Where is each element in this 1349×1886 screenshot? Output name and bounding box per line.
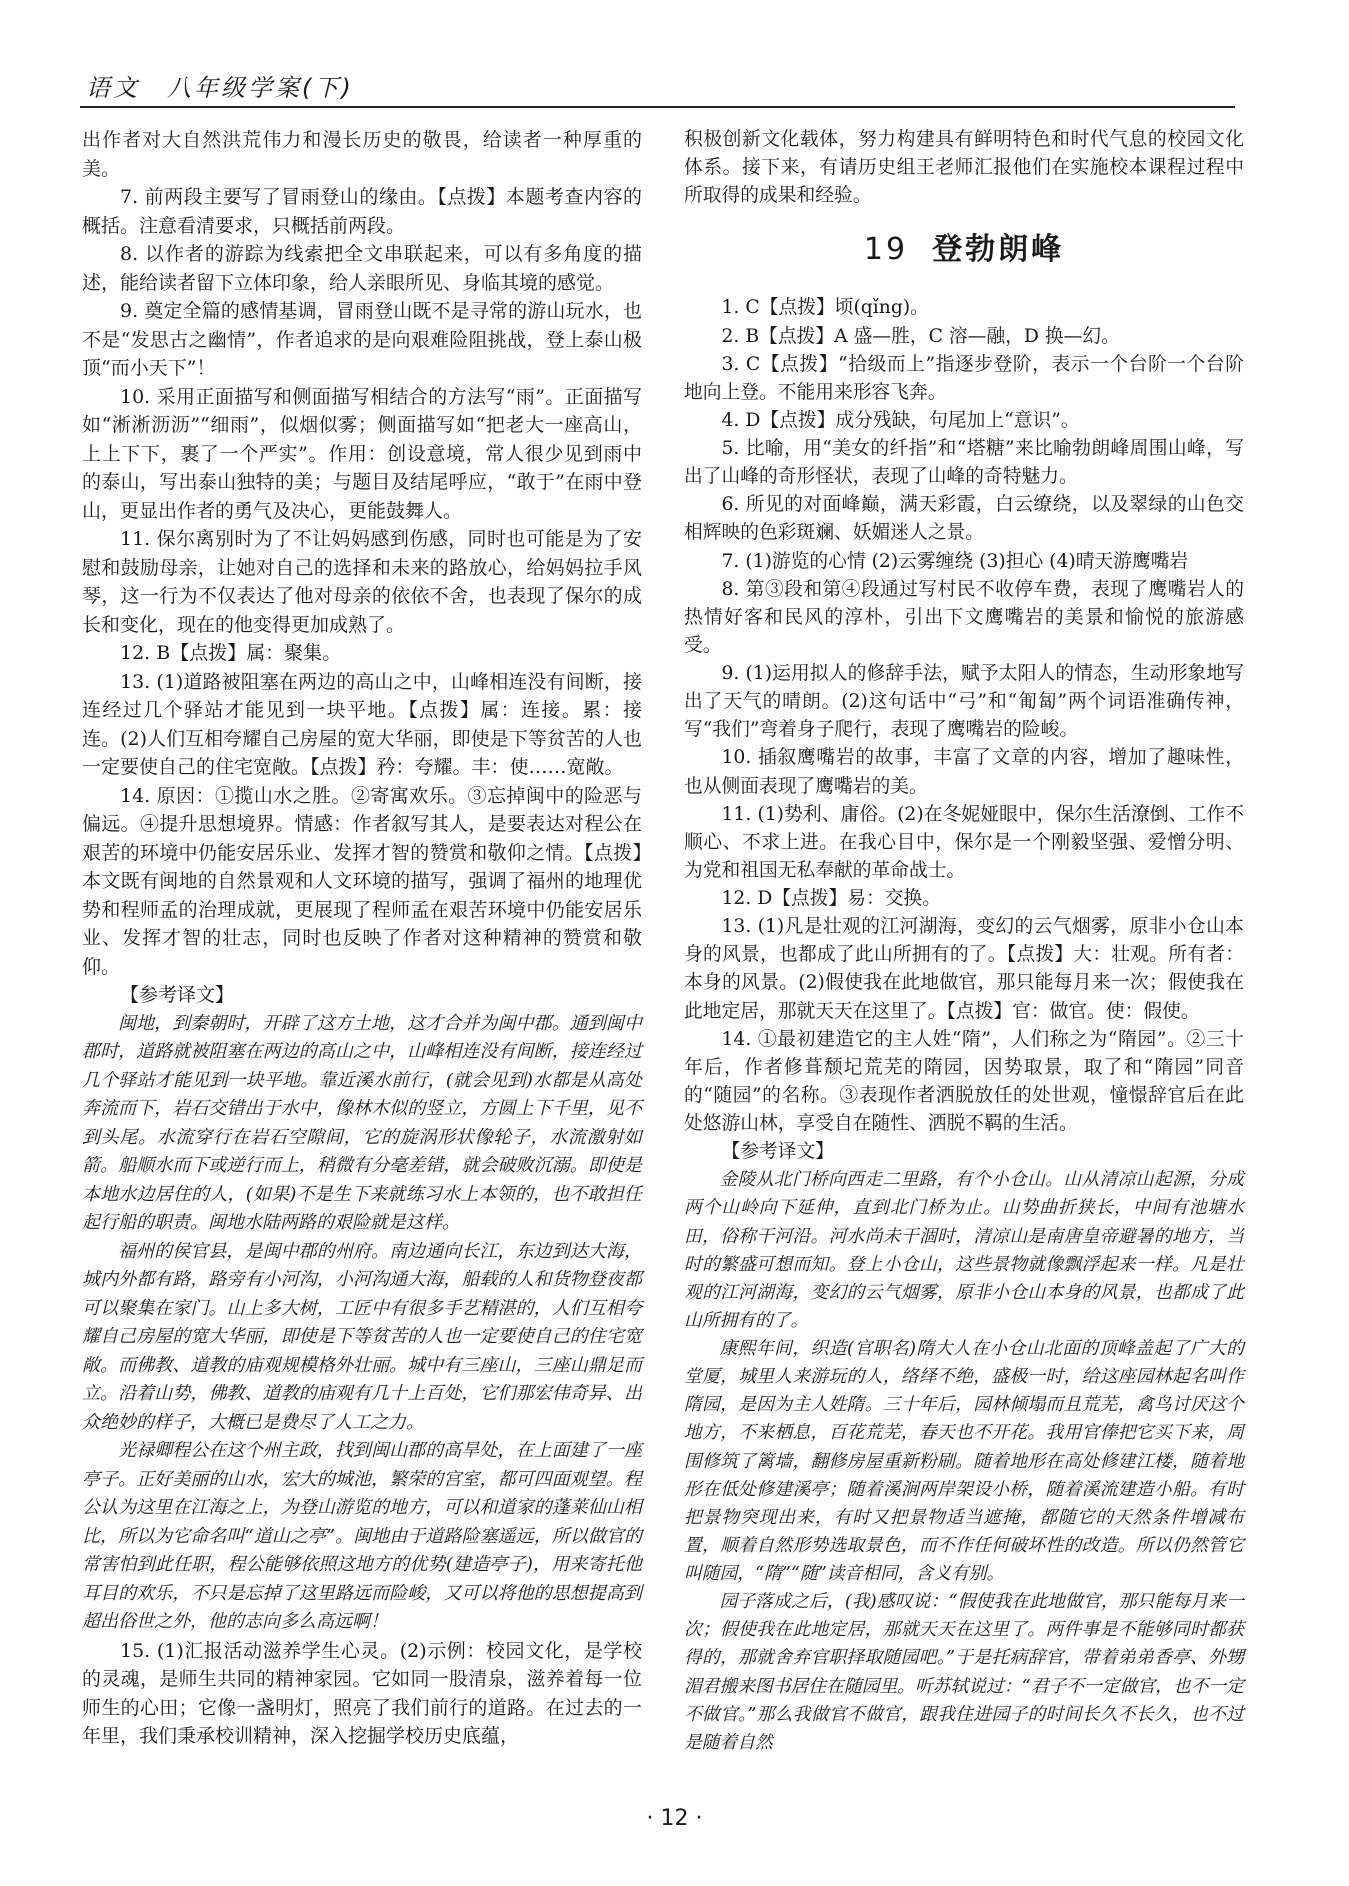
translation-paragraph: 康熙年间，织造(官职名)隋大人在小仓山北面的顶峰盖起了广大的堂厦，城里人来游玩的人，络绎不绝，盛极一时，给这座园林起名叫作隋园，是因为主人姓隋。三十年后，园林倾塌而且荒芜，禽鸟讨厌这个地方，不来栖息，百花荒芜，春天也不开花。我用官俸把它买下来，周围修筑了篱墙，翻修房屋重新粉刷。随着地形在高处修建江楼，随着地形在低处修建溪亭；随着溪涧两岸架设小桥，随着溪流建造小船。有时把景物突现出来，有时又把景物适当遮掩，都随它的天然条件增减布置，顺着自然形势选取景色，而不作任何破坏性的改造。所以仍然管它叫随园，“隋”“随”读音相同，含义有别。 [684, 1339, 1244, 1584]
answer-paragraph: 14. ①最初建造它的主人姓“隋”，人们称之为“隋园”。②三十年后，作者修葺颓圮荒芜的隋园，因势取景，取了和“隋园”同音的“随园”的名称。③表现作者洒脱放任的处世观，憧憬辞官后在此处悠游山林，享受自在随性、洒脱不羁的生活。 [684, 1028, 1244, 1134]
answer-paragraph: 6. 所见的对面峰巅，满天彩霞，白云缭绕，以及翠绿的山色交相辉映的色彩斑斓、妖媚迷人之景。 [684, 494, 1244, 544]
right-column [684, 126, 1244, 1757]
page-number: · 12 · [646, 1806, 703, 1831]
header-title: 语文 八年级学案(下) [86, 74, 354, 102]
answer-paragraph: 5. 比喻，用“美女的纤指”和“塔糖”来比喻勃朗峰周围山峰，写出了山峰的奇形怪状，表现了山峰的奇特魅力。 [684, 438, 1244, 488]
answer-paragraph: 【参考译文】 [721, 1141, 834, 1163]
answer-paragraph: 2. B【点拨】A 盛—胜，C 溶—融，D 换—幻。 [721, 325, 1120, 347]
page-header [80, 66, 1235, 108]
lesson-number: 19 [863, 232, 909, 268]
translation-paragraph: 福州的侯官县，是闽中郡的州府。南边通向长江，东边到达大海，城内外都有路，路旁有小河沟，小河沟通大海，船载的人和货物登夜都可以聚集在家门。山上多大树，工匠中有很多手艺精湛的，人们互相夸耀自己房屋的宽大华丽，即使是下等贫苦的人也一定要使自己的住宅宽敞。而佛教、道教的庙观规模格外壮丽。城中有三座山，三座山鼎足而立。沿着山势，佛教、道教的庙观有几十上百处，它们那宏伟奇异、出众绝妙的样子，大概已是费尽了人工之力。 [82, 1240, 642, 1433]
answer-paragraph: 【参考译文】 [120, 984, 235, 1006]
answer-paragraph: 13. (1)道路被阻塞在两边的高山之中，山峰相连没有间断，接连经过几个驿站才能见到一块平地。【点拨】属：连接。累：接连。(2)人们互相夸耀自己房屋的宽大华丽，即使是下等贫苦的人也一定要使自己的住宅宽敞。【点拨】矜：夸耀。丰：使……宽敞。 [82, 670, 642, 778]
answer-paragraph: 积极创新文化载体，努力构建具有鲜明特色和时代气息的校园文化体系。接下来，有请历史组王老师汇报他们在实施校本课程过程中所取得的成果和经验。 [684, 129, 1244, 207]
answer-paragraph: 9. 奠定全篇的感情基调，冒雨登山既不是寻常的游山玩水，也不是“发思古之幽情”，作者追求的是向艰难险阻挑战，登上泰山极顶“而小天下”！ [82, 300, 642, 379]
answer-paragraph: 10. 插叙鹰嘴岩的故事，丰富了文章的内容，增加了趣味性，也从侧面表现了鹰嘴岩的美。 [684, 747, 1244, 797]
answer-paragraph: 4. D【点拨】成分残缺，句尾加上“意识”。 [721, 409, 1080, 431]
answer-paragraph: 12. D【点拨】易：交换。 [721, 888, 942, 909]
answer-paragraph: 11. (1)势利、庸俗。(2)在冬妮娅眼中，保尔生活潦倒、工作不顺心、不求上进。在我心目中，保尔是一个刚毅坚强、爱憎分明、为党和祖国无私奉献的革命战士。 [684, 803, 1244, 881]
left-column [82, 126, 642, 1751]
translation-paragraph: 闽地，到秦朝时，开辟了这方土地，这才合并为闽中郡。通到闽中郡时，道路就被阻塞在两边的高山之中，山峰相连没有间断，接连经过几个驿站才能见到一块平地。靠近溪水前行，(就会见到)水都是从高处奔流而下，岩石交错出于水中，像林木似的竖立，方圆上下千里，见不到头尾。水流穿行在岩石空隙间，它的旋涡形状像轮子，水流激射如箭。船顺水而下或逆行而上，稍微有分毫差错，就会破败沉溺。即使是本地水边居住的人，(如果)不是生下来就练习水上本领的，也不敢担任起行船的职责。闽地水陆两路的艰险就是这样。 [82, 1012, 642, 1233]
answer-paragraph: 出作者对大自然洪荒伟力和漫长历史的敬畏，给读者一种厚重的美。 [82, 129, 642, 180]
answer-paragraph: 10. 采用正面描写和侧面描写相结合的方法写“雨”。正面描写如“淅淅沥沥”“细雨”，似烟似雾；侧面描写如“把老大一座高山，上上下下，裹了一个严实”。作用：创设意境，常人很少见到雨中的泰山，写出泰山独特的美；与题目及结尾呼应，“敢于”在雨中登山，更显出作者的勇气及决心，更能鼓舞人。 [82, 385, 642, 522]
lesson-title: 登勃朗峰 [932, 232, 1065, 268]
answer-paragraph: 7. 前两段主要写了冒雨登山的缘由。【点拨】本题考查内容的概括。注意看清要求，只概括前两段。 [82, 186, 642, 237]
answer-paragraph: 8. 以作者的游踪为线索把全文串联起来，可以有多角度的描述，能给读者留下立体印象，给人亲眼所见、身临其境的感觉。 [82, 243, 642, 294]
answer-paragraph: 11. 保尔离别时为了不让妈妈感到伤感，同时也可能是为了安慰和鼓励母亲，让她对自己的选择和未来的路放心，给妈妈拉手风琴，这一行为不仅表达了他对母亲的依依不舍，也表现了保尔的成长和变化，现在的他变得更加成熟了。 [82, 528, 642, 636]
answer-paragraph: 9. (1)运用拟人的修辞手法，赋予太阳人的情态，生动形象地写出了天气的晴朗。(2)这句话中“弓”和“匍匐”两个词语准确传神，写“我们”弯着身子爬行，表现了鹰嘴岩的险峻。 [684, 663, 1244, 741]
right-column-top [684, 126, 1244, 210]
lesson-heading [684, 230, 1244, 270]
answer-paragraph: 7. (1)游览的心情 (2)云雾缠绕 (3)担心 (4)晴天游鹰嘴岩 [721, 550, 1189, 572]
answer-paragraph: 1. C【点拨】顷(qǐng)。 [721, 297, 929, 319]
answer-paragraph: 8. 第③段和第④段通过写村民不收停车费，表现了鹰嘴岩人的热情好客和民风的淳朴，引出下文鹰嘴岩的美景和愉悦的旅游感受。 [684, 578, 1244, 656]
answer-paragraph: 13. (1)凡是壮观的江河湖海，变幻的云气烟雾，原非小仓山本身的风景，也都成了此山所拥有的了。【点拨】大：壮观。所有者：本身的风景。(2)假使我在此地做官，那只能每月来一次；假使我在此地定居，那就天天在这里了。【点拨】官：做官。使：假使。 [684, 916, 1244, 1022]
answer-paragraph: 3. C【点拨】“拾级而上”指逐步登阶，表示一个台阶一个台阶地向上登。不能用来形容飞奔。 [684, 353, 1244, 403]
answer-paragraph: 12. B【点拨】属：聚集。 [120, 642, 342, 664]
answer-paragraph: 14. 原因：①揽山水之胜。②寄寓欢乐。③忘掉闽中的险恶与偏远。④提升思想境界。情感：作者叙写其人，是要表达对程公在艰苦的环境中仍能安居乐业、发挥才智的赞赏和敬仰之情。【点拨】本文既有闽地的自然景观和人文环境的描写，强调了福州的地理优势和程师孟的治理成就，更展现了程师孟在艰苦环境中仍能安居乐业、发挥才智的壮志，同时也反映了作者对这种精神的赞赏和敬仰。 [82, 784, 642, 978]
translation-paragraph: 光禄卿程公在这个州主政，找到闽山郡的高旱处，在上面建了一座亭子。正好美丽的山水，宏大的城池，繁荣的宫室，都可四面观望。程公认为这里在江海之上，为登山游览的地方，可以和道家的蓬莱仙山相比，所以为它命名叫“道山之亭”。闽地由于道路险塞遥远，所以做官的常害怕到此任职，程公能够依照这地方的优势(建造亭子)，用来寄托他耳目的欢乐，不只是忘掉了这里路远而险峻，又可以将他的思想提高到超出俗世之外，他的志向多么高远啊！ [82, 1440, 642, 1632]
right-column-body [684, 294, 1244, 1757]
translation-paragraph: 园子落成之后，(我)感叹说：“假使我在此地做官，那只能每月来一次；假使我在此地定居，那就天天在这里了。两件事是不能够同时都获得的，那就舍弃官职择取随园吧。”于是托病辞官，带着弟弟香亭、外甥湄君搬来图书居住在随园里。听苏轼说过：“君子不一定做官，也不一定不做官。”那么我做官不做官，跟我住进园子的时间长久不长久，也不过是随着自然 [684, 1592, 1244, 1753]
answer-paragraph: 15. (1)汇报活动滋养学生心灵。(2)示例：校园文化，是学校的灵魂，是师生共同的精神家园。它如同一股清泉，滋养着每一位师生的心田；它像一盏明灯，照亮了我们前行的道路。在过去的一年里，我们秉承校训精神，深入挖掘学校历史底蕴， [82, 1639, 642, 1747]
translation-paragraph: 金陵从北门桥向西走二里路，有个小仓山。山从清凉山起源，分成两个山岭向下延伸，直到北门桥为止。山势曲折狭长，中间有池塘水田，俗称干河沿。河水尚未干涸时，清凉山是南唐皇帝避暑的地方，当时的繁盛可想而知。登上小仓山，这些景物就像飘浮起来一样。凡是壮观的江河湖海，变幻的云气烟雾，原非小仓山本身的风景，也都成了此山所拥有的了。 [684, 1170, 1244, 1331]
